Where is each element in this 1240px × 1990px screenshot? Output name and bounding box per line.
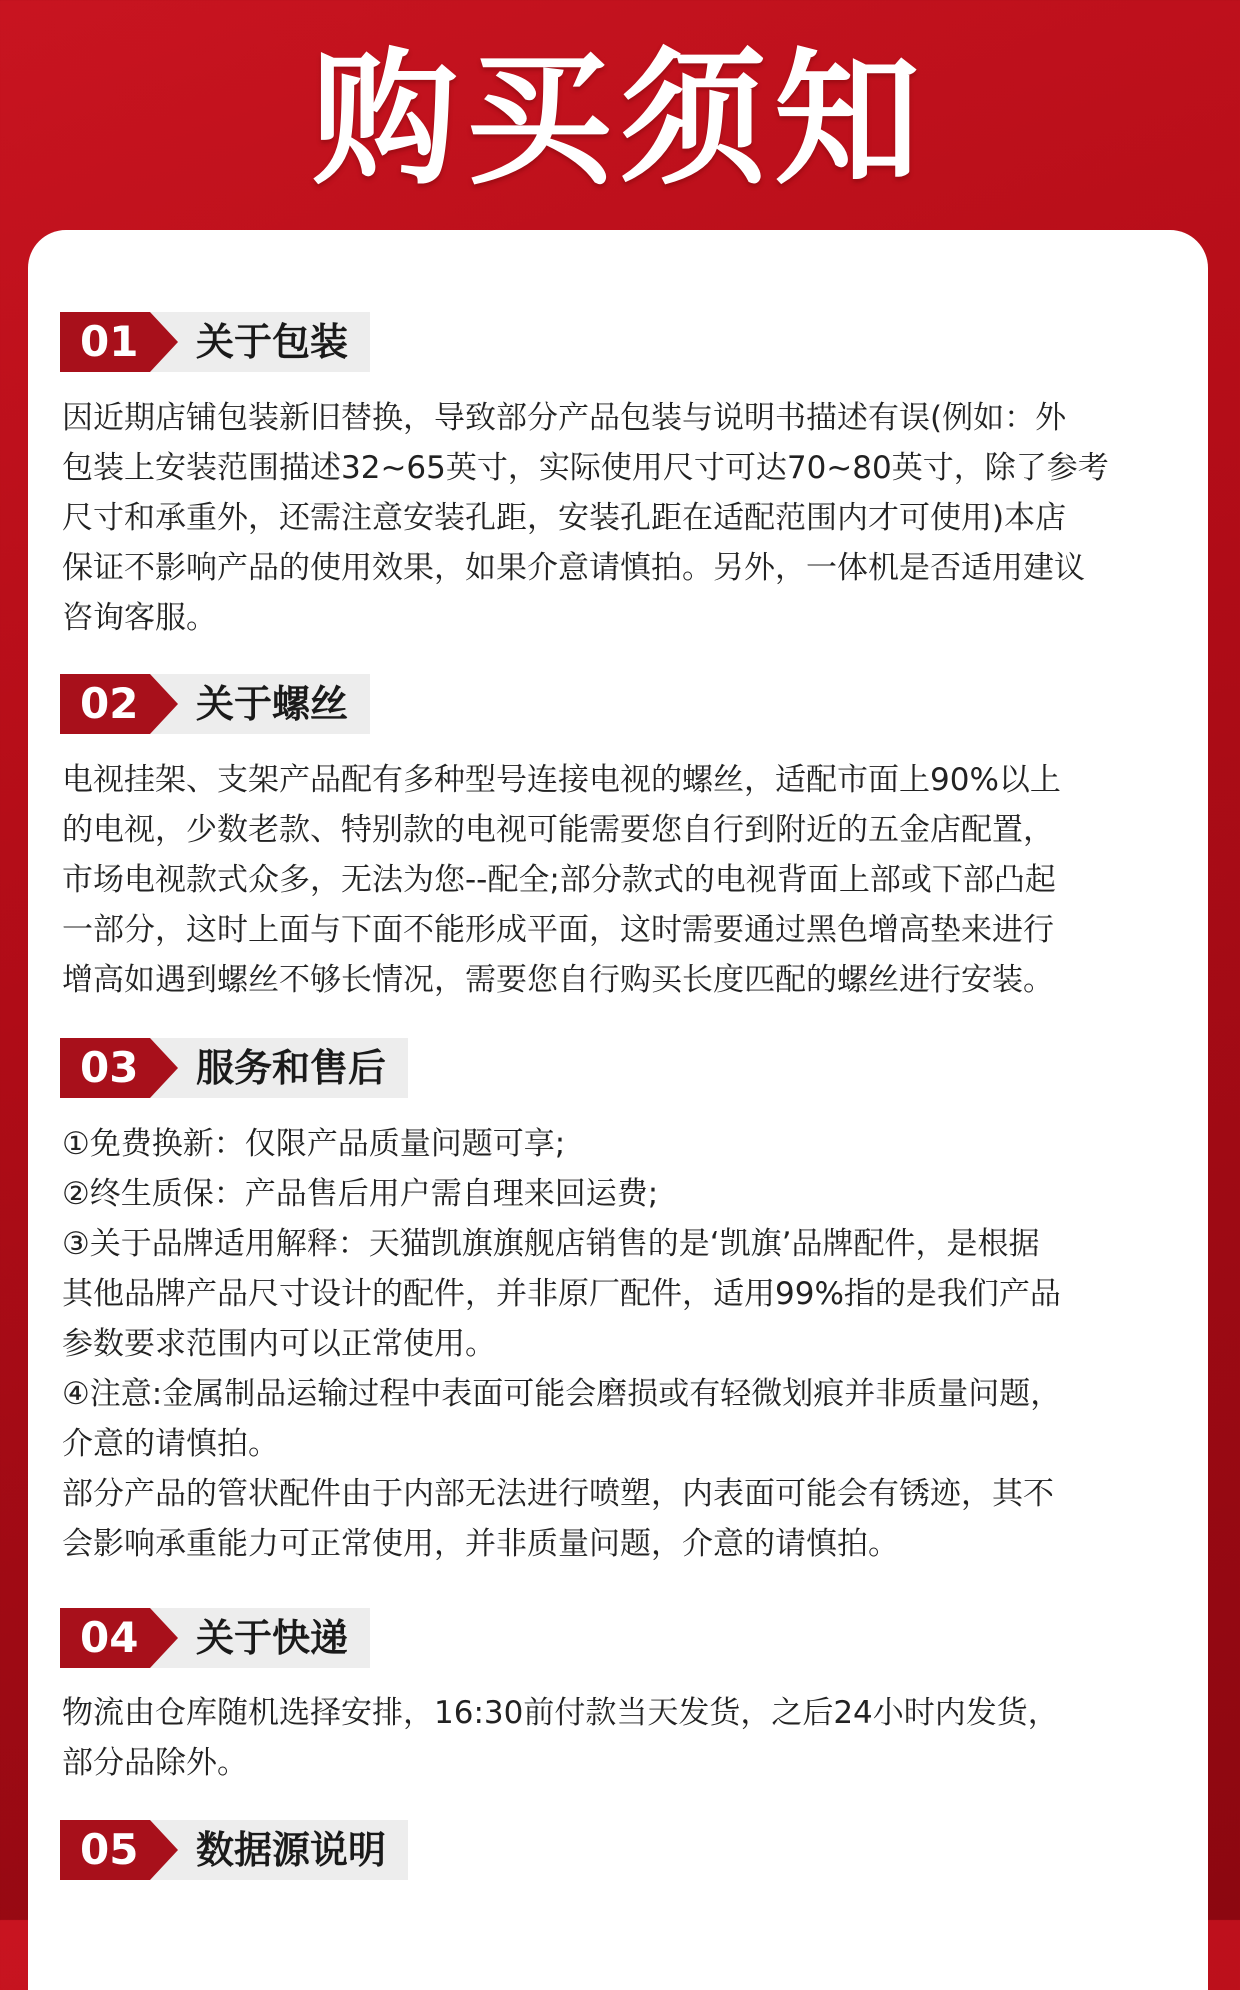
section-body-service: ①免费换新：仅限产品质量问题可享; ②终生质保：产品售后用户需自理来回运费; ③关于品牌适用解释：天猫凯旗旗舰店销售的是‘凯旗’品牌配件，是根据 其他品牌产品尺寸设计的配件，并非原厂配件，适用99%指的是我们产品 参数要求范围内可以正常使用。 ④注意:金属制品运输过程中表面可能会磨损或有轻微划痕并非质量问题， 介意的请慎拍。 部分产品的管状配件由于内部无法进行喷塑，内表面可能会有锈迹，其不 会影响承重能力可正常使用，并非质量问题，介意的请慎拍。 bbox=[62, 1126, 1062, 1562]
page-title: 购买须知 bbox=[312, 35, 928, 205]
section-header-packaging bbox=[60, 312, 370, 372]
notice-card bbox=[28, 230, 1208, 1990]
section-header-service bbox=[60, 1038, 408, 1098]
section-number: 04 bbox=[60, 1608, 150, 1668]
section-number: 02 bbox=[60, 674, 150, 734]
section-header-data-source bbox=[60, 1820, 408, 1880]
section-body-packaging: 因近期店铺包装新旧替换，导致部分产品包装与说明书描述有误(例如：外 包装上安装范围描述32~65英寸，实际使用尺寸可达70~80英寸，除了参考 尺寸和承重外，还需注意安装孔距，安装孔距在适配范围内才可使用)本店 保证不影响产品的使用效果，如果介意请慎拍。另外，一体机是否适用建议 咨询客服。 bbox=[62, 400, 1109, 636]
section-header-screws bbox=[60, 674, 370, 734]
section-heading: 服务和售后 bbox=[150, 1038, 408, 1098]
section-body-express: 物流由仓库随机选择安排，16:30前付款当天发货，之后24小时内发货， 部分品除外。 bbox=[62, 1695, 1059, 1781]
section-heading: 数据源说明 bbox=[150, 1820, 408, 1880]
section-heading: 关于包装 bbox=[150, 312, 370, 372]
section-number: 01 bbox=[60, 312, 150, 372]
section-number: 05 bbox=[60, 1820, 150, 1880]
section-body-screws: 电视挂架、支架产品配有多种型号连接电视的螺丝，适配市面上90%以上 的电视，少数老款、特别款的电视可能需要您自行到附近的五金店配置， 市场电视款式众多，无法为您--配全;部分款式的电视背面上部或下部凸起 一部分，这时上面与下面不能形成平面，这时需要通过黑色增高垫来进行 增高如遇到螺丝不够长情况，需要您自行购买长度匹配的螺丝进行安装。 bbox=[62, 762, 1061, 998]
section-number: 03 bbox=[60, 1038, 150, 1098]
section-heading: 关于快递 bbox=[150, 1608, 370, 1668]
section-heading: 关于螺丝 bbox=[150, 674, 370, 734]
section-header-express bbox=[60, 1608, 370, 1668]
